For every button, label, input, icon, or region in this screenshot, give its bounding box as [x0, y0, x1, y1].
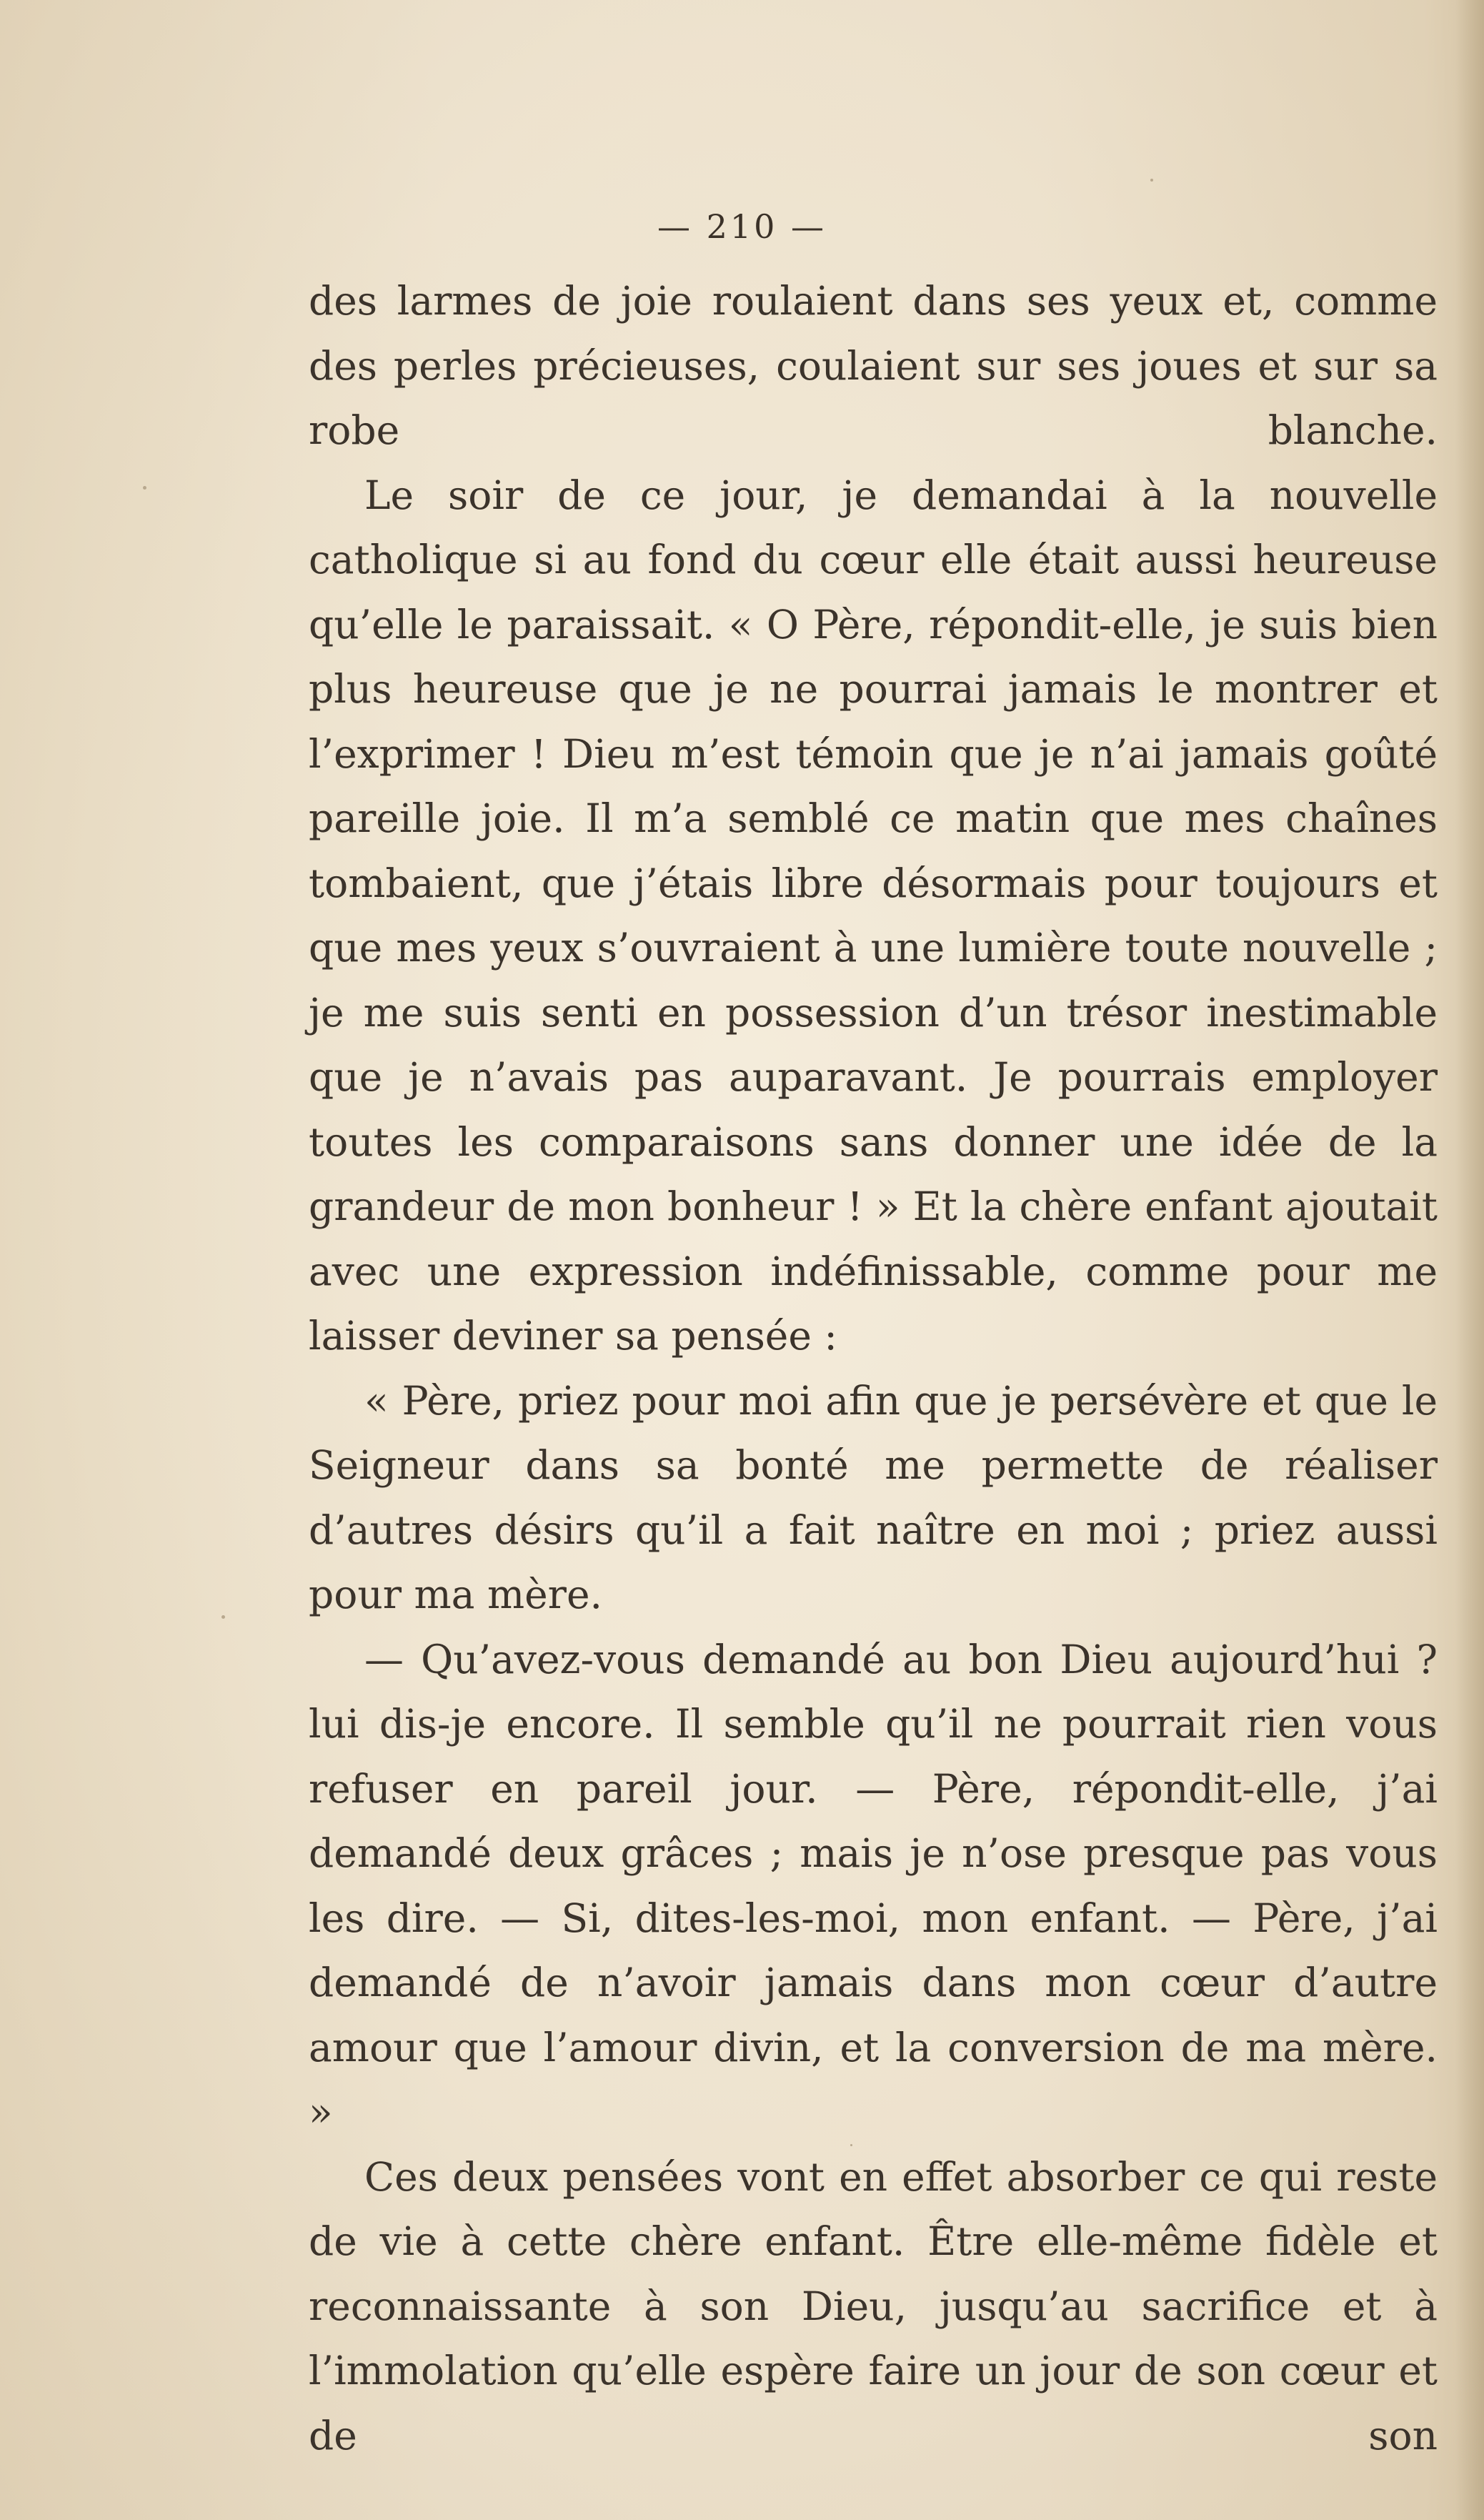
page-edge-shadow: [1455, 0, 1484, 2520]
paragraph-5: Ces deux pensées vont en effet absorber ce qui reste de vie à cette chère enfant. Être elle-même fidèle et reconnaissante à son Dieu, jusqu’au sacrifice et à l’immolation qu’elle espère faire un jour de son cœur et de son: [309, 2153, 1438, 2459]
page-number: — 210 —: [657, 207, 827, 246]
paper-speck: [1150, 179, 1153, 182]
paragraph-1: des larmes de joie roulaient dans ses yeux et, comme des perles précieuses, coulaient sur ses joues et sur sa robe blanche.: [309, 278, 1438, 453]
paper-speck: [143, 486, 146, 490]
paragraph-3: « Père, priez pour moi afin que je persévère et que le Seigneur dans sa bonté me permette de réaliser d’autres désirs qu’il a fait naître en moi ; priez aussi pour ma mère.: [309, 1377, 1438, 1617]
paragraph-2: Le soir de ce jour, je demandai à la nouvelle catholique si au fond du cœur elle était aussi heureuse qu’elle le paraissait. « O Père, répondit-elle, je suis bien plus heureuse que je ne pourrai jamais le montrer et l’exprimer ! Dieu m’est témoin que je n’ai jamais goûté pareille joie. Il m’a semblé ce matin que mes chaînes tombaient, que j’étais libre désormais pour toujours et que mes yeux s’ouvraient à une lumière toute nouvelle ; je me suis senti en possession d’un trésor inestimable que je n’avais pas auparavant. Je pourrais employer toutes les comparaisons sans donner une idée de la grandeur de mon bonheur ! » Et la chère enfant ajoutait avec une expression indéfinissable, comme pour me laisser deviner sa pensée :: [309, 472, 1438, 1359]
paragraph-4: — Qu’avez-vous demandé au bon Dieu aujourd’hui ? lui dis-je encore. Il semble qu’il ne pourrait rien vous refuser en pareil jour. — Père, répondit-elle, j’ai demandé deux grâces ; mais je n’ose presque pas vous les dire. — Si, dites-les-moi, mon enfant. — Père, j’ai demandé de n’avoir jamais dans mon cœur d’autre amour que l’amour divin, et la conversion de ma mère. »: [309, 1636, 1438, 2135]
paper-speck: [850, 2144, 852, 2146]
body-text: [309, 269, 1438, 2468]
paper-speck: [221, 1615, 225, 1619]
